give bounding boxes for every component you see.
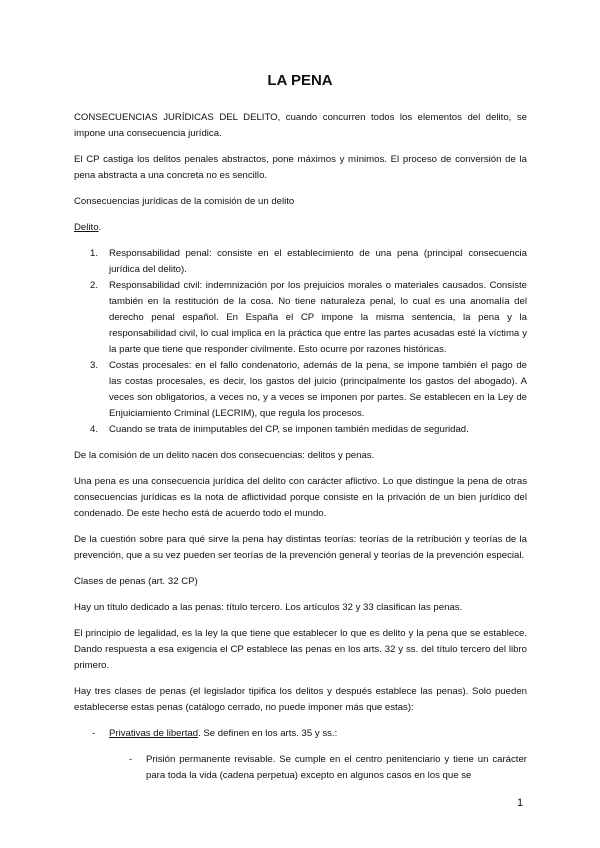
list-text: Responsabilidad penal: consiste en el establecimiento de una pena (principal consecuencia jurídica del delito).	[109, 248, 527, 275]
dash-bullet: -	[92, 728, 96, 739]
sub-bullet-item	[74, 752, 527, 784]
delito-label: Delito	[74, 222, 99, 233]
paragraph: Hay un título dedicado a las penas: título tercero. Los artículos 32 y 33 clasifican las penas.	[74, 602, 463, 613]
list-item	[74, 358, 527, 422]
dash-bullet: -	[129, 754, 133, 765]
list-item	[74, 246, 527, 278]
paragraph: De la comisión de un delito nacen dos consecuencias: delitos y penas.	[74, 450, 375, 461]
paragraph: De la cuestión sobre para qué sirve la pena hay distintas teorías: teorías de la retribución y teorías de la prevención, que a su vez pueden ser teorías de la prevención general y teorías de la prevención especial.	[74, 534, 527, 561]
paragraph: Clases de penas (art. 32 CP)	[74, 576, 198, 587]
list-number: 2.	[90, 280, 99, 291]
delito-suffix: .	[98, 222, 102, 233]
document-title: LA PENA	[267, 72, 333, 89]
bullet-text: . Se definen en los arts. 35 y ss.:	[198, 728, 338, 739]
paragraph: Hay tres clases de penas (el legislador tipifica los delitos y después establece las penas). Solo pueden establecerse estas penas (catálogo cerrado, no puede imponer más que estas):	[74, 686, 527, 713]
bullet-label: Privativas de libertad	[109, 728, 199, 739]
list-item	[74, 278, 527, 358]
list-number: 3.	[90, 360, 99, 371]
page-number: 1	[517, 797, 524, 809]
list-text: Costas procesales: en el fallo condenatorio, además de la pena, se impone también el pago de las costas procesales, es decir, los gastos del juicio (principalmente los gastos del abogado). A veces son obligatorios, a veces no, y a veces se imponen por partes. Se establecen en la Ley de Enjuiciamiento Criminal (LECRIM), que regula los procesos.	[109, 360, 527, 419]
section-heading: Consecuencias jurídicas de la comisión de un delito	[74, 196, 295, 207]
list-text: Cuando se trata de inimputables del CP, se imponen también medidas de seguridad.	[109, 424, 469, 435]
paragraph: Una pena es una consecuencia jurídica del delito con carácter aflictivo. Lo que distingue la pena de otras consecuencias jurídicas es la nota de aflictividad porque consiste en la privación de un bien jurídico del condenado. De este hecho está de acuerdo todo el mundo.	[74, 476, 527, 519]
list-item	[74, 422, 527, 438]
paragraph: El CP castiga los delitos penales abstractos, pone máximos y mínimos. El proceso de conversión de la pena abstracta a una concreta no es sencillo.	[74, 154, 527, 181]
consequences-list	[74, 246, 527, 438]
list-number: 1.	[90, 248, 99, 259]
paragraph: El principio de legalidad, es la ley la que tiene que establecer lo que es delito y la pena que se establece. Dando respuesta a esa exigencia el CP establece las penas en los arts. 32 y ss. del título tercero del libro primero.	[74, 628, 527, 671]
delito-heading	[74, 220, 527, 236]
list-number: 4.	[90, 424, 99, 435]
list-text: Responsabilidad civil: indemnización por los prejuicios morales o materiales causados. Consiste también en la restitución de la cosa. No tiene naturaleza penal, lo cual es una anomalía del derecho penal español. En España el CP impone la misma sentencia, la pena y la responsabilidad civil, lo cual implica en la práctica que entre las partes acusadas esté la víctima y la parte que tiene que responder civilmente. Esto ocurre por razones históricas.	[109, 280, 527, 355]
document-body	[74, 110, 527, 784]
bullet-text: Prisión permanente revisable. Se cumple en el centro penitenciario y tiene un carácter para toda la vida (cadena perpetua) excepto en algunos casos en los que se	[146, 754, 527, 781]
paragraph: CONSECUENCIAS JURÍDICAS DEL DELITO, cuando concurren todos los elementos del delito, se impone una consecuencia jurídica.	[74, 112, 527, 139]
bullet-item	[74, 726, 527, 742]
